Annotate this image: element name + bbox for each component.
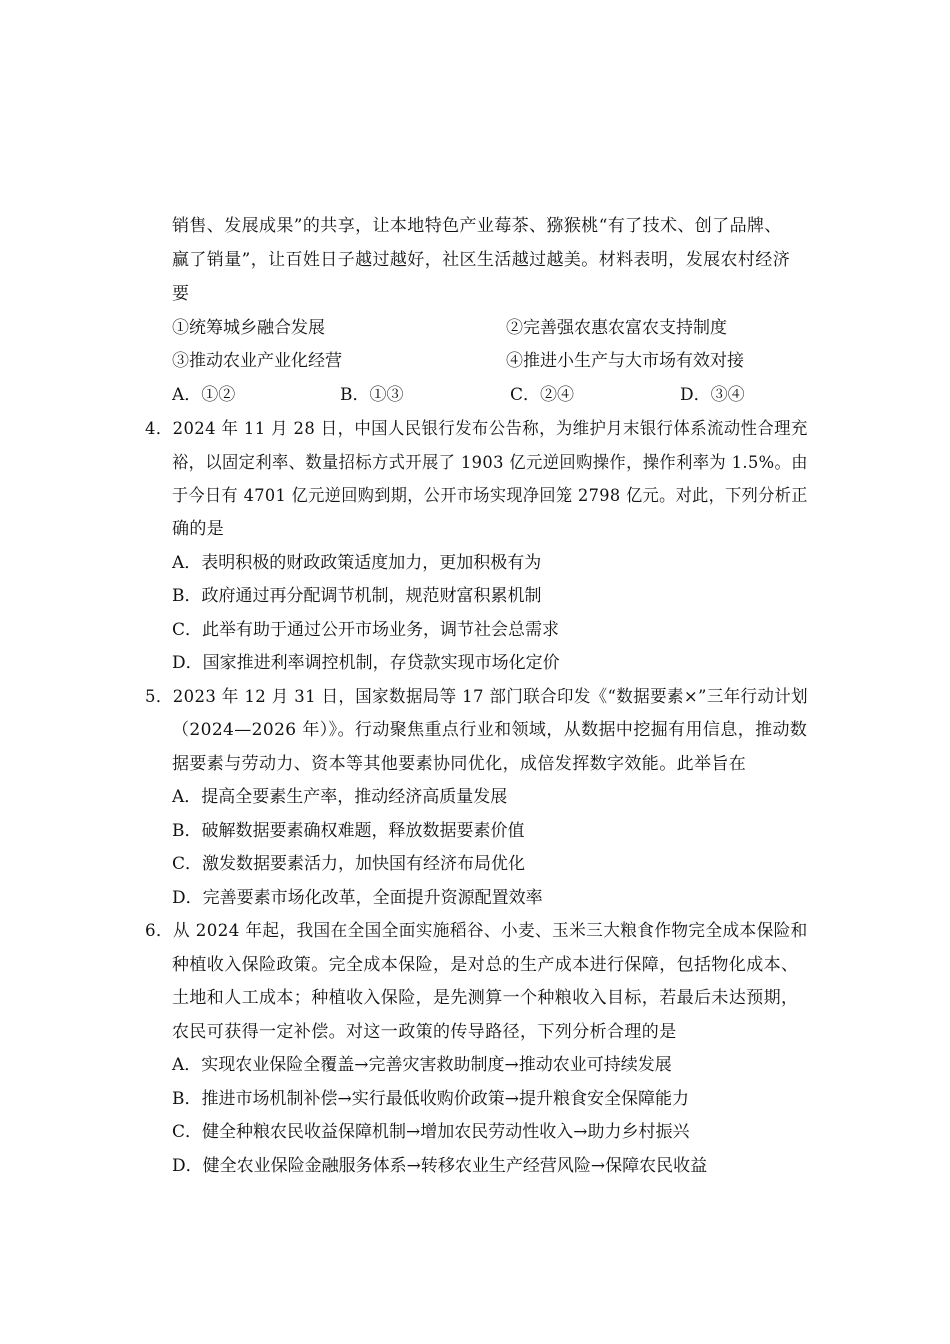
q3-option-d: D．③④ [680,385,745,405]
q3-statement-4: ④推进小生产与大市场有效对接 [506,351,744,371]
q5-stem-line-2: （2024—2026 年）》。行动聚焦重点行业和领域，从数据中挖掘有用信息，推动数 [172,720,808,740]
q3-line-1: 销售、发展成果”的共享，让本地特色产业莓茶、猕猴桃“有了技术、创了品牌、 [172,216,782,236]
q6-option-b: B．推进市场机制补偿→实行最低收购价政策→提升粮食安全保障能力 [172,1089,689,1109]
q3-line-3: 要 [172,284,190,304]
q5-option-a: A．提高全要素生产率，推动经济高质量发展 [172,787,508,807]
q5-option-d: D．完善要素市场化改革，全面提升资源配置效率 [172,888,543,908]
q5-stem-line-1: 5．2023 年 12 月 31 日，国家数据局等 17 部门联合印发《“数据要素×”三年行动计划 [145,687,809,707]
q4-stem-line-3: 于今日有 4701 亿元逆回购到期，公开市场实现净回笼 2798 亿元。对此，下列分析正 [172,486,808,506]
q3-option-a: A．①② [172,385,236,405]
q6-option-a: A．实现农业保险全覆盖→完善灾害救助制度→推动农业可持续发展 [172,1055,672,1075]
q4-option-c: C．此举有助于通过公开市场业务，调节社会总需求 [172,620,560,640]
q6-stem-line-2: 种植收入保险政策。完全成本保险，是对总的生产成本进行保障，包括物化成本、 [172,955,799,975]
q6-stem-line-4: 农民可获得一定补偿。对这一政策的传导路径，下列分析合理的是 [172,1022,677,1042]
q4-stem-line-4: 确的是 [172,519,225,539]
q6-option-d: D．健全农业保险金融服务体系→转移农业生产经营风险→保障农民收益 [172,1156,708,1176]
q3-line-2: 赢了销量”，让百姓日子越过越好，社区生活越过越美。材料表明，发展农村经济 [172,250,791,270]
q4-stem-line-1: 4．2024 年 11 月 28 日，中国人民银行发布公告称，为维护月末银行体系流动性合理充 [145,419,808,439]
q4-option-a: A．表明积极的财政政策适度加力，更加积极有为 [172,553,542,573]
q5-option-c: C．激发数据要素活力，加快国有经济布局优化 [172,854,526,874]
q4-option-d: D．国家推进利率调控机制，存贷款实现市场化定价 [172,653,560,673]
q3-statement-3: ③推动农业产业化经营 [172,351,342,371]
q4-option-b: B．政府通过再分配调节机制，规范财富积累机制 [172,586,542,606]
q3-statement-1: ①统筹城乡融合发展 [172,318,325,338]
q3-option-b: B．①③ [340,385,404,405]
q4-stem-line-2: 裕，以固定利率、数量招标方式开展了 1903 亿元逆回购操作，操作利率为 1.5%。由 [172,453,808,473]
q5-option-b: B．破解数据要素确权难题，释放数据要素价值 [172,821,525,841]
q5-stem-line-3: 据要素与劳动力、资本等其他要素协同优化，成倍发挥数字效能。此举旨在 [172,754,747,774]
q6-stem-line-3: 土地和人工成本；种植收入保险，是先测算一个种粮收入目标，若最后未达预期， [172,988,799,1008]
q6-stem-line-1: 6．从 2024 年起，我国在全国全面实施稻谷、小麦、玉米三大粮食作物完全成本保险和 [145,921,808,941]
q3-option-c: C．②④ [510,385,575,405]
q6-option-c: C．健全种粮农民收益保障机制→增加农民劳动性收入→助力乡村振兴 [172,1122,690,1142]
q3-statement-2: ②完善强农惠农富农支持制度 [506,318,727,338]
